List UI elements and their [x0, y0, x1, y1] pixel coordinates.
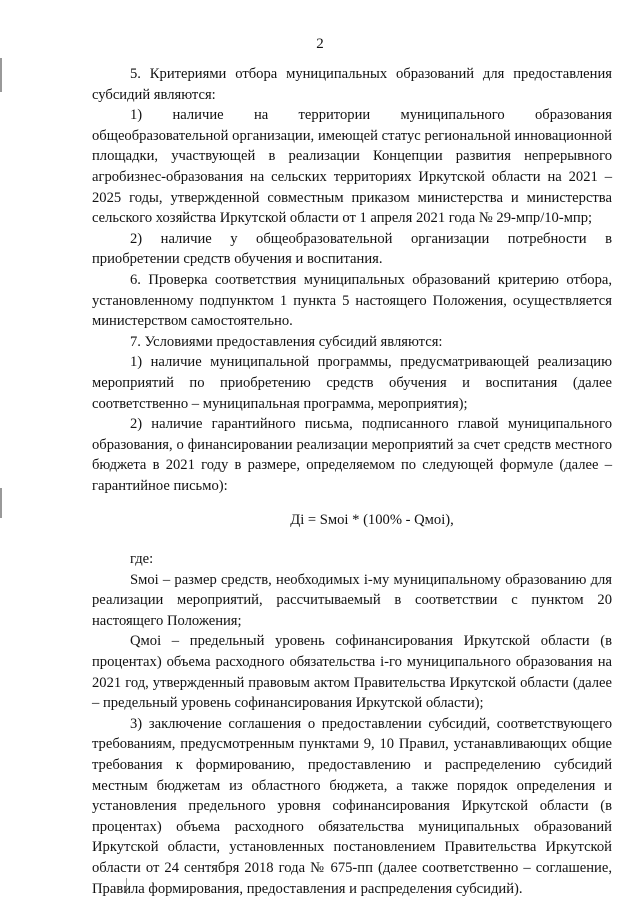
paragraph-6: 6. Проверка соответствия муниципальных образований критерию отбора, установленному подпунктом 1 пункта 5 настоящего Положения, осуществляется министерством самостоятельно. [92, 271, 612, 330]
page-number: 2 [316, 36, 324, 52]
paragraph-5-1: 1) наличие на территории муниципального образования общеобразовательной организации, имеющей статус региональной инновационной площадки, участвующей в реализации Концепции развития непрерывного агробизнес-образования на сельских территориях Иркутской области на 2021 – 2025 годы, утвержденной совместным приказом министерства и министерства сельского хозяйства Иркутской области от 1 апреля 2021 года № 29-мпр/10-мпр; [92, 107, 612, 227]
paragraph-7: 7. Условиями предоставления субсидий являются: [130, 333, 443, 350]
definition-s: Sмоi – размер средств, необходимых i-му муниципальному образованию для реализации мероприятий, рассчитываемый в соответствии с пунктом 20 настоящего Положения; [92, 571, 612, 629]
scan-edge-mark [0, 58, 2, 92]
formula: Дi = Sмоi * (100% - Qмоi), [290, 512, 454, 529]
paragraph-7-3: 3) заключение соглашения о предоставлении субсидий, соответствующего требованиям, предусмотренным пунктами 9, 10 Правил, устанавливающих общие требования к формированию, предоставлению и распределению субсидий местным бюджетам из областного бюджета, а также порядок определения и установления предельного уровня софинансирования Иркутской области (в процентах) объема расходного обязательства муниципальных образований Иркутской области, установленных постановлением Правительства Иркутской области от 24 сентября 2018 года № 675-пп (далее соответственно – соглашение, Правила формирования, предоставления и распределения субсидий). [92, 715, 612, 897]
where-label: где: [130, 551, 154, 568]
paragraph-5-2: 2) наличие у общеобразовательной организации потребности в приобретении средств обучения и воспитания. [92, 230, 612, 268]
paragraph-7-2: 2) наличие гарантийного письма, подписанного главой муниципального образования, о финансировании реализации мероприятий за счет средств местного бюджета в 2021 году в размере, определяемом по следующей формуле (далее – гарантийное письмо): [92, 416, 612, 494]
paragraph-7-1: 1) наличие муниципальной программы, предусматривающей реализацию мероприятий по приобретению средств обучения и воспитания (далее соответственно – муниципальная программа, мероприятия); [92, 354, 612, 412]
scan-edge-mark [0, 488, 2, 518]
paragraph-5: 5. Критериями отбора муниципальных образований для предоставления субсидий являются: [92, 66, 612, 103]
definition-q: Qмоi – предельный уровень софинансирования Иркутской области (в процентах) объема расходного обязательства i-го муниципального образования на 2021 год, утвержденный правовым актом Правительства Иркутской области (далее – предельный уровень софинансирования Иркутской области); [92, 633, 612, 712]
document-body [92, 64, 612, 899]
